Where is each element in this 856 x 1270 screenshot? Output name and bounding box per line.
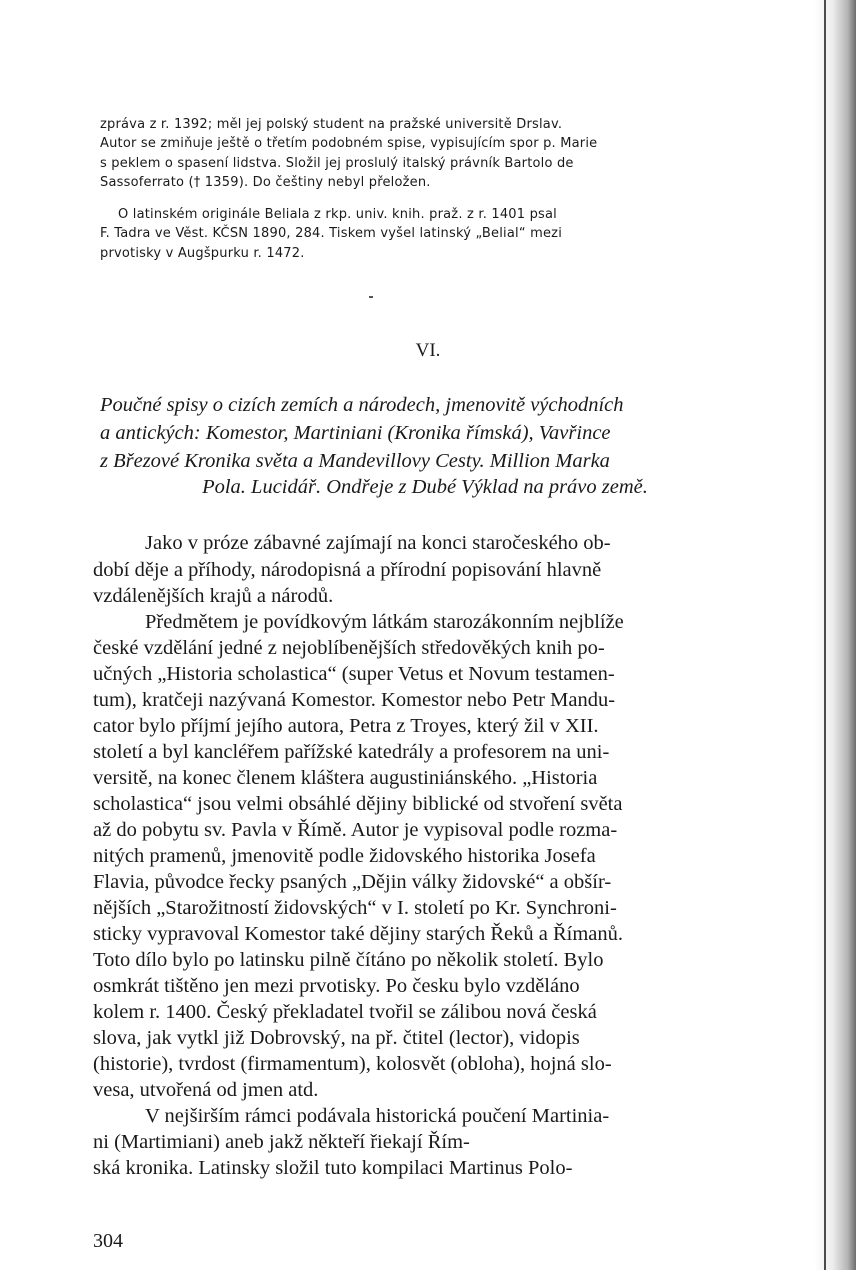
body-line: století a byl kancléřem pařížské katedrály a profesorem na uni- [93,741,610,763]
footnote-line: Sassoferrato († 1359). Do češtiny nebyl přeložen. [100,175,431,190]
subtitle-line: Pola. Lucidář. Ondřeje z Dubé Výklad na právo země. [202,476,648,498]
page-edge-line [824,0,826,1270]
body-line: cator bylo příjmí jejího autora, Petra z Troyes, který žil v XII. [93,715,599,737]
page-edge-shadow [814,0,856,1270]
body-line: Předmětem je povídkovým látkám starozákonním nejblíže [145,611,624,633]
body-line: učných „Historia scholastica“ (super Vetus et Novum testamen- [93,663,615,685]
body-line: české vzdělání jedné z nejoblíbenějších středověkých knih po- [93,637,605,659]
footnote-line: Autor se zmiňuje ještě o třetím podobném spise, vypisujícím spor p. Marie [100,136,598,151]
subtitle-line: z Březové Kronika světa a Mandevillovy Cesty. Million Marka [100,450,610,472]
body-line: nitých pramenů, jmenovitě podle židovského historika Josefa [93,845,596,867]
body-line: vesa, utvořená od jmen atd. [93,1079,319,1101]
separator-mark [369,296,373,298]
footnote-line: s peklem o spasení lidstva. Složil jej proslulý italský právník Bartolo de [100,156,574,171]
body-line: Flavia, původce řecky psaných „Dějin války židovské“ a obšír- [93,871,612,893]
page-number: 304 [93,1230,123,1252]
body-line: (historie), tvrdost (firmamentum), kolosvět (obloha), hojná slo- [93,1053,612,1075]
body-line: versitě, na konec členem kláštera augustiniánského. „Historia [93,767,598,789]
chapter-number: VI. [415,340,441,361]
footnote-line: zpráva z r. 1392; měl jej polský student na pražské universitě Drslav. [100,117,563,132]
footnote-line: O latinském originále Beliala z rkp. univ. knih. praž. z r. 1401 psal [118,207,557,222]
body-line: až do pobytu sv. Pavla v Římě. Autor je vypisoval podle rozma- [93,819,618,841]
body-line: osmkrát tištěno jen mezi prvotisky. Po česku bylo vzděláno [93,975,580,997]
body-line: dobí děje a příhody, národopisná a přírodní popisování hlavně [93,559,602,581]
body-line: vzdálenějších krajů a národů. [93,585,334,607]
body-line: ni (Martimiani) aneb jakž někteří řiekají Řím- [93,1131,470,1153]
body-line: scholastica“ jsou velmi obsáhlé dějiny biblické od stvoření světa [93,793,623,815]
subtitle-line: a antických: Komestor, Martiniani (Kronika římská), Vavřince [100,422,611,444]
body-line: Jako v próze zábavné zajímají na konci staročeského ob- [145,532,611,554]
body-line: ská kronika. Latinsky složil tuto kompilaci Martinus Polo- [93,1157,573,1179]
body-line: sticky vypravoval Komestor také dějiny starých Řeků a Římanů. [93,923,624,945]
body-line: kolem r. 1400. Český překladatel tvořil se zálibou nová česká [93,1001,597,1023]
footnote-line: F. Tadra ve Věst. KČSN 1890, 284. Tiskem vyšel latinský „Belial“ mezi [100,226,563,241]
body-line: V nejširším rámci podávala historická poučení Martinia- [145,1105,610,1127]
body-line: Toto dílo bylo po latinsku pilně čítáno po několik století. Bylo [93,949,604,971]
body-line: nějších „Starožitností židovských“ v I. století po Kr. Synchroni- [93,897,617,919]
footnote-line: prvotisky v Augšpurku r. 1472. [100,246,305,261]
body-line: tum), kratčeji nazývaná Komestor. Komestor nebo Petr Mandu- [93,689,616,711]
body-line: slova, jak vytkl již Dobrovský, na př. čtitel (lector), vidopis [93,1027,580,1049]
subtitle-line: Poučné spisy o cizích zemích a národech, jmenovitě východních [100,394,624,416]
